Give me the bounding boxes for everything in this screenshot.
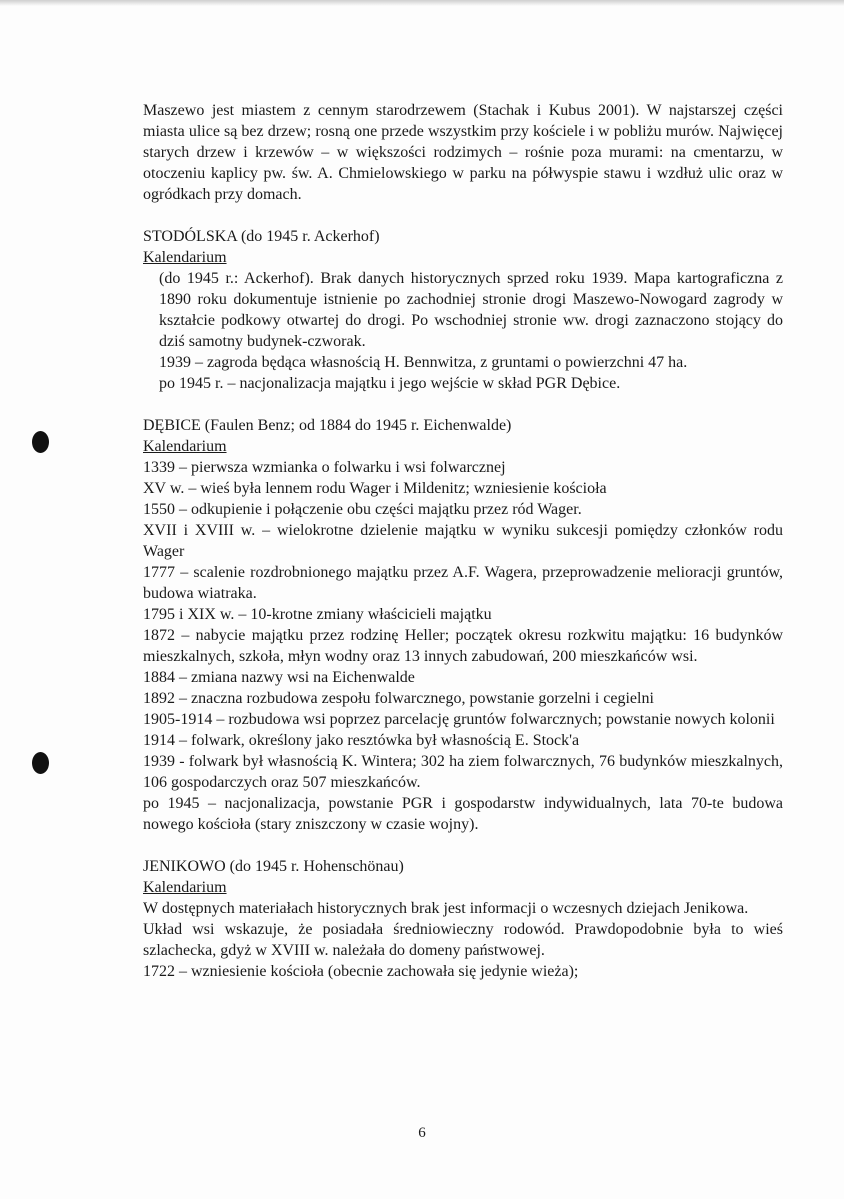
jenikowo-entry: Układ wsi wskazuje, że posiadała średniowieczny rodowód. Prawdopodobnie była to wieś szlachecka, gdyż w XVIII w. należała do domeny państwowej. bbox=[143, 921, 783, 959]
debice-entry: 1795 i XIX w. – 10-krotne zmiany właścicieli majątku bbox=[143, 606, 492, 623]
document-page bbox=[143, 100, 783, 982]
debice-entry: 1777 – scalenie rozdrobnionego majątku przez A.F. Wagera, przeprowadzenie melioracji gruntów, budowa wiatraka. bbox=[143, 564, 783, 602]
stodolska-entry: po 1945 r. – nacjonalizacja majątku i jego wejście w skład PGR Dębice. bbox=[159, 375, 621, 392]
debice-entry: 1905-1914 – rozbudowa wsi poprzez parcelację gruntów folwarcznych; powstanie nowych kolonii bbox=[143, 711, 775, 728]
section-heading-stodolska: STODÓLSKA (do 1945 r. Ackerhof) bbox=[143, 228, 380, 245]
jenikowo-entry: 1722 – wzniesienie kościoła (obecnie zachowała się jedynie wieża); bbox=[143, 963, 579, 980]
debice-entry: XV w. – wieś była lennem rodu Wager i Mildenitz; wzniesienie kościoła bbox=[143, 480, 607, 497]
kalendarium-label: Kalendarium bbox=[143, 438, 227, 455]
section-heading-debice: DĘBICE (Faulen Benz; od 1884 do 1945 r. Eichenwalde) bbox=[143, 417, 512, 434]
intro-paragraph: Maszewo jest miastem z cennym starodrzewem (Stachak i Kubus 2001). W najstarszej części miasta ulice są bez drzew; rosną one przede wszystkim przy kościele i w pobliżu murów. Najwięcej starych drzew i krzewów – w większości rodzimych – rośnie poza murami: na cmentarzu, w otoczeniu kaplicy pw. św. A. Chmielowskiego w parku na półwyspie stawu i wzdłuż ulic oraz w ogródkach przy domach. bbox=[143, 102, 783, 203]
debice-entry: 1884 – zmiana nazwy wsi na Eichenwalde bbox=[143, 669, 415, 686]
scan-edge bbox=[0, 0, 844, 6]
debice-entry: 1892 – znaczna rozbudowa zespołu folwarcznego, powstanie gorzelni i cegielni bbox=[143, 690, 654, 707]
punch-hole bbox=[32, 431, 49, 453]
debice-entry: XVII i XVIII w. – wielokrotne dzielenie majątku w wyniku sukcesji pomiędzy członków rodu Wager bbox=[143, 522, 783, 560]
debice-entry: po 1945 – nacjonalizacja, powstanie PGR i gospodarstw indywidualnych, lata 70-te budowa nowego kościoła (stary zniszczony w czasie wojny). bbox=[143, 795, 783, 833]
debice-entry: 1914 – folwark, określony jako resztówka był własnością E. Stock'a bbox=[143, 732, 580, 749]
section-heading-jenikowo: JENIKOWO (do 1945 r. Hohenschönau) bbox=[143, 858, 404, 875]
debice-entry: 1939 - folwark był własnością K. Wintera; 302 ha ziem folwarcznych, 76 budynków mieszkalnych, 106 gospodarczych oraz 507 mieszkańców. bbox=[143, 753, 783, 791]
stodolska-paragraph: (do 1945 r.: Ackerhof). Brak danych historycznych sprzed roku 1939. Mapa kartograficzna z 1890 roku dokumentuje istnienie po zachodniej stronie drogi Maszewo-Nowogard zagrody w kształcie podkowy otwartej do drogi. Po wschodniej stronie ww. drogi zaznaczono stojący do dziś samotny budynek-czworak. bbox=[159, 270, 783, 350]
punch-hole bbox=[32, 752, 49, 774]
kalendarium-label: Kalendarium bbox=[143, 879, 227, 896]
debice-entry: 1550 – odkupienie i połączenie obu części majątku przez ród Wager. bbox=[143, 501, 582, 518]
debice-entry: 1872 – nabycie majątku przez rodzinę Heller; początek okresu rozkwitu majątku: 16 budynków mieszkalnych, szkoła, młyn wodny oraz 13 innych zabudowań, 200 mieszkańców wsi. bbox=[143, 627, 783, 665]
stodolska-entry: 1939 – zagroda będąca własnością H. Bennwitza, z gruntami o powierzchni 47 ha. bbox=[159, 354, 688, 371]
page-number: 6 bbox=[418, 1125, 426, 1141]
kalendarium-label: Kalendarium bbox=[143, 249, 227, 266]
jenikowo-entry: W dostępnych materiałach historycznych brak jest informacji o wczesnych dziejach Jenikowa. bbox=[143, 900, 749, 917]
debice-entry: 1339 – pierwsza wzmianka o folwarku i wsi folwarcznej bbox=[143, 459, 506, 476]
